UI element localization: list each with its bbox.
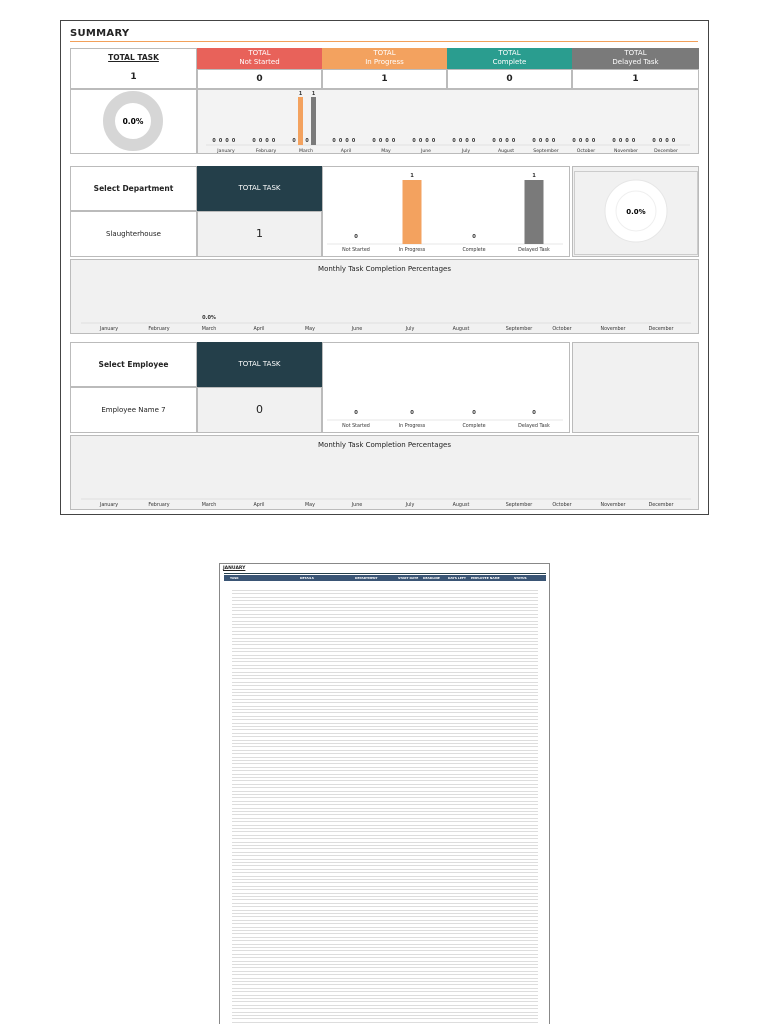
monthly-zero-label: 0 [551, 139, 556, 144]
table-row [232, 967, 538, 968]
monthly-zero-label: 0 [231, 139, 236, 144]
dept-completion-title: Monthly Task Completion Percentages [318, 265, 451, 273]
emp-status-svg [323, 343, 569, 432]
status-value-complete: 0 [447, 69, 572, 89]
table-row [232, 896, 538, 897]
month-tick-label: June [420, 149, 432, 153]
table-row [232, 685, 538, 686]
table-row [232, 787, 538, 788]
january-table-header [224, 575, 546, 581]
table-row [232, 729, 538, 730]
table-row [232, 950, 538, 951]
table-row [232, 692, 538, 693]
status-category-label: Not Started [342, 248, 370, 253]
table-row [232, 848, 538, 849]
monthly-zero-label: 0 [538, 139, 543, 144]
table-row [232, 743, 538, 744]
column-header: DEPARTMENT [355, 576, 378, 580]
table-row [232, 933, 538, 934]
dept-completion-chart [70, 259, 699, 334]
table-row [232, 859, 538, 860]
table-row [232, 954, 538, 955]
table-row [232, 753, 538, 754]
table-row [232, 957, 538, 958]
summary-donut [71, 90, 196, 153]
dept-donut [573, 167, 698, 256]
completion-month-label: November [600, 327, 626, 332]
monthly-zero-label: 0 [412, 139, 416, 144]
january-sheet [219, 563, 550, 1024]
table-row [232, 750, 538, 751]
monthly-zero-label: 0 [458, 139, 463, 144]
select-department-label: Select Department [93, 184, 174, 193]
status-bar-value: 0 [472, 234, 476, 240]
total-task-card [70, 48, 197, 89]
table-row [232, 780, 538, 781]
monthly-status-svg [198, 90, 698, 153]
monthly-zero-label: 0 [545, 139, 549, 144]
table-row [232, 872, 538, 873]
completion-month-label: April [253, 503, 265, 508]
table-row [232, 590, 538, 591]
total-task-label: TOTAL TASK [108, 53, 159, 62]
month-tick-label: August [497, 149, 515, 153]
table-row [232, 862, 538, 863]
month-tick-label: April [340, 149, 352, 153]
table-row [232, 757, 538, 758]
status-category-label: In Progress [398, 248, 426, 253]
monthly-zero-label: 0 [345, 139, 349, 144]
table-row [232, 886, 538, 887]
monthly-status-chart [197, 89, 699, 154]
status-header-line1: TOTAL [248, 49, 271, 57]
monthly-zero-label: 0 [265, 139, 269, 144]
monthly-zero-label: 0 [372, 139, 376, 144]
table-row [232, 889, 538, 890]
table-row [232, 818, 538, 819]
table-row [232, 716, 538, 717]
month-tick-label: January [217, 149, 235, 153]
status-header-in-progress [322, 48, 447, 69]
status-header-line2: Not Started [239, 58, 280, 66]
status-header-line2: Delayed Task [612, 58, 659, 66]
january-title: JANUARY [223, 566, 246, 571]
table-row [232, 855, 538, 856]
status-category-label: Complete [462, 424, 486, 429]
table-row [232, 882, 538, 883]
table-row [232, 974, 538, 975]
monthly-zero-label: 0 [585, 139, 589, 144]
table-row [232, 991, 538, 992]
monthly-zero-label: 0 [631, 139, 636, 144]
table-row [232, 763, 538, 764]
table-row [232, 811, 538, 812]
table-row [232, 940, 538, 941]
table-row [232, 784, 538, 785]
title-underline [70, 41, 698, 42]
table-row [232, 995, 538, 996]
table-row [232, 746, 538, 747]
status-category-label: Not Started [342, 424, 370, 429]
table-row [232, 981, 538, 982]
table-row [232, 593, 538, 594]
emp-donut-card [572, 342, 699, 433]
emp-total-task-value: 0 [256, 403, 263, 416]
dept-donut-card [572, 166, 699, 257]
monthly-zero-label: 0 [212, 139, 216, 144]
table-row [232, 937, 538, 938]
table-row [232, 835, 538, 836]
monthly-zero-label: 0 [618, 139, 623, 144]
emp-total-task-cell [197, 387, 322, 433]
column-header: DETAILS [300, 576, 314, 580]
monthly-zero-label: 0 [591, 139, 596, 144]
summary-donut-label: 0.0% [122, 117, 144, 126]
monthly-zero-label: 0 [532, 139, 536, 144]
table-row [232, 1001, 538, 1002]
table-row [232, 699, 538, 700]
table-row [232, 621, 538, 622]
table-row [232, 597, 538, 598]
table-row [232, 899, 538, 900]
emp-completion-title: Monthly Task Completion Percentages [318, 441, 451, 449]
table-row [232, 604, 538, 605]
table-row [232, 740, 538, 741]
total-task-value: 1 [130, 72, 137, 82]
table-row [232, 879, 538, 880]
table-row [232, 998, 538, 999]
completion-month-label: June [351, 327, 363, 332]
table-row [232, 726, 538, 727]
column-header: START DATE [398, 576, 419, 580]
column-header: TASK [230, 576, 239, 580]
select-employee-label-cell [70, 342, 197, 387]
month-tick-label: March [298, 149, 314, 153]
table-row [232, 723, 538, 724]
completion-month-label: March [201, 503, 217, 508]
monthly-zero-label: 0 [578, 139, 583, 144]
monthly-zero-label: 0 [418, 139, 423, 144]
table-row [232, 1005, 538, 1006]
table-row [232, 651, 538, 652]
month-tick-label: September [533, 149, 559, 153]
table-row [232, 770, 538, 771]
dept-total-task-header: TOTAL TASK [197, 166, 322, 211]
dept-status-svg [323, 167, 569, 256]
table-row [232, 923, 538, 924]
status-category-label: Delayed Task [518, 248, 550, 253]
table-row [232, 631, 538, 632]
completion-month-label: October [552, 327, 572, 332]
status-header-delayed-task [572, 48, 699, 69]
table-row [232, 869, 538, 870]
table-row [232, 777, 538, 778]
table-row [232, 845, 538, 846]
table-row [232, 658, 538, 659]
monthly-zero-label: 0 [625, 139, 629, 144]
monthly-zero-label: 0 [332, 139, 336, 144]
status-bar-value: 0 [354, 234, 358, 240]
table-row [232, 906, 538, 907]
table-row [232, 804, 538, 805]
completion-month-label: May [305, 327, 315, 332]
table-row [232, 825, 538, 826]
table-row [232, 865, 538, 866]
table-row [232, 842, 538, 843]
summary-donut-card [70, 89, 197, 154]
column-header: DAYS LEFT [448, 576, 466, 580]
table-row [232, 828, 538, 829]
table-row [232, 944, 538, 945]
table-row [232, 627, 538, 628]
table-row [232, 988, 538, 989]
status-category-label: In Progress [398, 424, 426, 429]
status-header-complete [447, 48, 572, 69]
completion-month-label: September [505, 503, 533, 508]
completion-month-label: July [405, 327, 415, 332]
completion-month-label: February [148, 327, 170, 332]
table-row [232, 984, 538, 985]
column-header: DEADLINE [423, 576, 440, 580]
status-value-delayed-task: 1 [572, 69, 699, 89]
completion-march-value: 0.0% [202, 315, 216, 321]
monthly-zero-label: 0 [471, 139, 476, 144]
summary-sheet [60, 20, 709, 515]
table-row [232, 675, 538, 676]
table-row [232, 668, 538, 669]
month-tick-label: October [576, 149, 596, 153]
table-row [232, 665, 538, 666]
dept-total-task-value: 1 [256, 227, 263, 240]
monthly-zero-label: 0 [652, 139, 656, 144]
monthly-zero-label: 0 [431, 139, 436, 144]
monthly-zero-label: 0 [378, 139, 383, 144]
select-department-label-cell [70, 166, 197, 211]
table-row [232, 607, 538, 608]
table-row [232, 624, 538, 625]
table-row [232, 760, 538, 761]
table-row [232, 672, 538, 673]
status-bar-value: 0 [410, 410, 414, 416]
status-header-not-started [197, 48, 322, 69]
department-value: Slaughterhouse [106, 230, 161, 238]
completion-month-label: August [452, 327, 470, 332]
month-tick-label: November [614, 149, 638, 153]
status-bar-value: 0 [472, 410, 476, 416]
table-row [232, 927, 538, 928]
emp-completion-svg [71, 436, 698, 509]
table-row [232, 641, 538, 642]
table-row [232, 706, 538, 707]
table-row [232, 838, 538, 839]
table-row [232, 655, 538, 656]
table-row [232, 978, 538, 979]
table-row [232, 971, 538, 972]
table-row [232, 964, 538, 965]
table-row [232, 910, 538, 911]
monthly-zero-label: 0 [465, 139, 469, 144]
monthly-bar-in-progress [298, 97, 303, 145]
monthly-zero-label: 0 [225, 139, 229, 144]
monthly-zero-label: 0 [258, 139, 263, 144]
status-header-line1: TOTAL [498, 49, 521, 57]
table-row [232, 644, 538, 645]
table-row [232, 1008, 538, 1009]
dept-total-task-cell [197, 211, 322, 257]
table-row [232, 712, 538, 713]
select-employee-label: Select Employee [98, 360, 169, 369]
emp-completion-chart [70, 435, 699, 510]
monthly-zero-label: 0 [252, 139, 256, 144]
table-row [232, 600, 538, 601]
emp-total-task-header: TOTAL TASK [197, 342, 322, 387]
monthly-zero-label: 0 [511, 139, 516, 144]
completion-month-label: February [148, 503, 170, 508]
dept-completion-svg [71, 260, 698, 333]
table-row [232, 852, 538, 853]
table-row [232, 903, 538, 904]
completion-month-label: May [305, 503, 315, 508]
completion-month-label: November [600, 503, 626, 508]
table-row [232, 695, 538, 696]
status-bar-delayed-task [525, 180, 544, 244]
completion-month-label: March [201, 327, 217, 332]
table-row [232, 736, 538, 737]
table-row [232, 791, 538, 792]
monthly-zero-label: 0 [665, 139, 669, 144]
emp-status-chart [322, 342, 570, 433]
table-row [232, 893, 538, 894]
monthly-bar-delayed-task [311, 97, 316, 145]
monthly-zero-label: 0 [338, 139, 343, 144]
monthly-zero-label: 0 [492, 139, 496, 144]
dept-status-chart [322, 166, 570, 257]
table-row [232, 610, 538, 611]
status-header-line1: TOTAL [624, 49, 647, 57]
table-row [232, 930, 538, 931]
monthly-zero-label: 0 [572, 139, 576, 144]
table-row [232, 920, 538, 921]
table-row [232, 617, 538, 618]
column-header: STATUS [514, 576, 527, 580]
status-bar-in-progress [403, 180, 422, 244]
table-row [232, 831, 538, 832]
table-row [232, 797, 538, 798]
table-row [232, 767, 538, 768]
monthly-zero-label: 0 [612, 139, 616, 144]
status-category-label: Complete [462, 248, 486, 253]
table-row [232, 661, 538, 662]
table-row [232, 638, 538, 639]
table-row [232, 808, 538, 809]
monthly-bar-value: 1 [298, 92, 303, 97]
table-row [232, 678, 538, 679]
table-row [232, 702, 538, 703]
monthly-zero-label: 0 [671, 139, 676, 144]
table-row [232, 614, 538, 615]
status-bar-value: 0 [532, 410, 536, 416]
month-tick-label: December [654, 149, 678, 153]
status-bar-value: 1 [532, 173, 536, 179]
monthly-zero-label: 0 [391, 139, 396, 144]
monthly-zero-label: 0 [452, 139, 456, 144]
table-row [232, 821, 538, 822]
table-row [232, 682, 538, 683]
monthly-zero-label: 0 [305, 139, 309, 144]
employee-dropdown[interactable] [70, 387, 197, 433]
table-row [232, 961, 538, 962]
status-header-line2: In Progress [365, 58, 404, 66]
table-row [232, 1012, 538, 1013]
completion-month-label: December [648, 503, 674, 508]
month-tick-label: February [255, 149, 277, 153]
table-row [232, 689, 538, 690]
status-header-line2: Complete [492, 58, 527, 66]
table-row [232, 648, 538, 649]
completion-month-label: July [405, 503, 415, 508]
column-header: EMPLOYEE NAME [471, 576, 500, 580]
completion-month-label: January [99, 503, 119, 508]
monthly-zero-label: 0 [218, 139, 223, 144]
completion-month-label: April [253, 327, 265, 332]
status-value-not-started: 0 [197, 69, 322, 89]
table-row [232, 1015, 538, 1016]
month-tick-label: July [461, 149, 471, 153]
table-row [232, 1018, 538, 1019]
status-bar-value: 1 [410, 173, 414, 179]
monthly-zero-label: 0 [385, 139, 389, 144]
completion-month-label: June [351, 503, 363, 508]
table-row [232, 794, 538, 795]
completion-month-label: January [99, 327, 119, 332]
monthly-zero-label: 0 [658, 139, 663, 144]
monthly-zero-label: 0 [292, 139, 296, 144]
table-row [232, 801, 538, 802]
monthly-zero-label: 0 [351, 139, 356, 144]
monthly-zero-label: 0 [425, 139, 429, 144]
completion-month-label: December [648, 327, 674, 332]
status-category-label: Delayed Task [518, 424, 550, 429]
table-row [232, 913, 538, 914]
summary-title: SUMMARY [70, 28, 130, 39]
table-row [232, 774, 538, 775]
table-row [232, 814, 538, 815]
table-row [232, 719, 538, 720]
status-value-in-progress: 1 [322, 69, 447, 89]
table-row [232, 1022, 538, 1023]
department-dropdown[interactable] [70, 211, 197, 257]
table-row [232, 634, 538, 635]
completion-month-label: August [452, 503, 470, 508]
table-row [232, 876, 538, 877]
status-bar-value: 0 [354, 410, 358, 416]
table-row [232, 709, 538, 710]
month-tick-label: May [381, 149, 391, 153]
dept-donut-label: 0.0% [626, 208, 646, 216]
completion-month-label: September [505, 327, 533, 332]
monthly-bar-value: 1 [311, 92, 316, 97]
completion-month-label: October [552, 503, 572, 508]
table-row [232, 733, 538, 734]
monthly-zero-label: 0 [271, 139, 276, 144]
monthly-zero-label: 0 [505, 139, 509, 144]
status-header-line1: TOTAL [373, 49, 396, 57]
employee-value: Employee Name 7 [101, 406, 166, 414]
table-row [232, 916, 538, 917]
monthly-zero-label: 0 [498, 139, 503, 144]
table-row [232, 947, 538, 948]
